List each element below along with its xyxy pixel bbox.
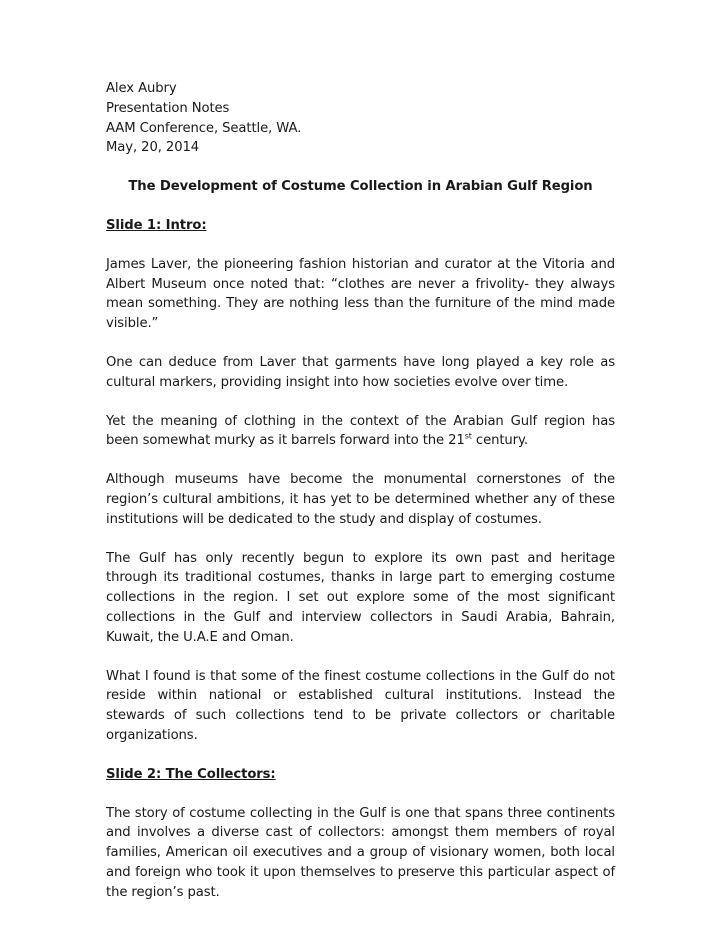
paragraph-findings: What I found is that some of the finest costume collections in the Gulf do not reside within national or established cultural institutions. Instead the stewards of such collections tend to be private collectors or charitable organizations.	[106, 668, 615, 743]
section-heading-slide-2: Slide 2: The Collectors:	[106, 766, 276, 782]
section-heading-slide-1: Slide 1: Intro:	[106, 217, 207, 233]
document-date: May, 20, 2014	[106, 140, 200, 156]
document-header	[106, 79, 615, 158]
paragraph-collectors-story: The story of costume collecting in the Gulf is one that spans three continents and involves a diverse cast of collectors: amongst them members of royal families, American oil executives and a group of visionary women, both local and foreign who took it upon themselves to preserve this particular aspect of the region’s past.	[106, 805, 615, 900]
document-title: The Development of Costume Collection in Arabian Gulf Region	[128, 179, 593, 195]
conference-name: AAM Conference, Seattle, WA.	[106, 120, 302, 136]
document-body	[106, 79, 615, 903]
paragraph-cultural-markers: One can deduce from Laver that garments have long played a key role as cultural markers, providing insight into how societies evolve over time.	[106, 354, 615, 390]
paragraph-museums: Although museums have become the monumental cornerstones of the region’s cultural ambitions, it has yet to be determined whether any of these institutions will be dedicated to the study and display of costumes.	[106, 472, 615, 527]
paragraph-gulf-heritage: The Gulf has only recently begun to explore its own past and heritage through its traditional costumes, thanks in large part to emerging costume collections in the region. I set out explore some of the most significant collections in the Gulf and interview collectors in Saudi Arabia, Bahrain, Kuwait, the U.A.E and Oman.	[106, 550, 615, 645]
paragraph-laver-quote: James Laver, the pioneering fashion historian and curator at the Vitoria and Albert Museum once noted that: “clothes are never a frivolity- they always mean something. They are nothing less than the furniture of the mind made visible.”	[106, 256, 615, 332]
ordinal-suffix: st	[464, 431, 472, 441]
paragraph-gulf-meaning-text: Yet the meaning of clothing in the context of the Arabian Gulf region has been somewhat murky as it barrels forward into the 21	[106, 413, 615, 449]
paragraph-gulf-meaning-end: century.	[471, 433, 528, 449]
document-type: Presentation Notes	[106, 100, 230, 116]
paragraph-gulf-meaning	[106, 412, 615, 452]
author-name: Alex Aubry	[106, 81, 177, 96]
